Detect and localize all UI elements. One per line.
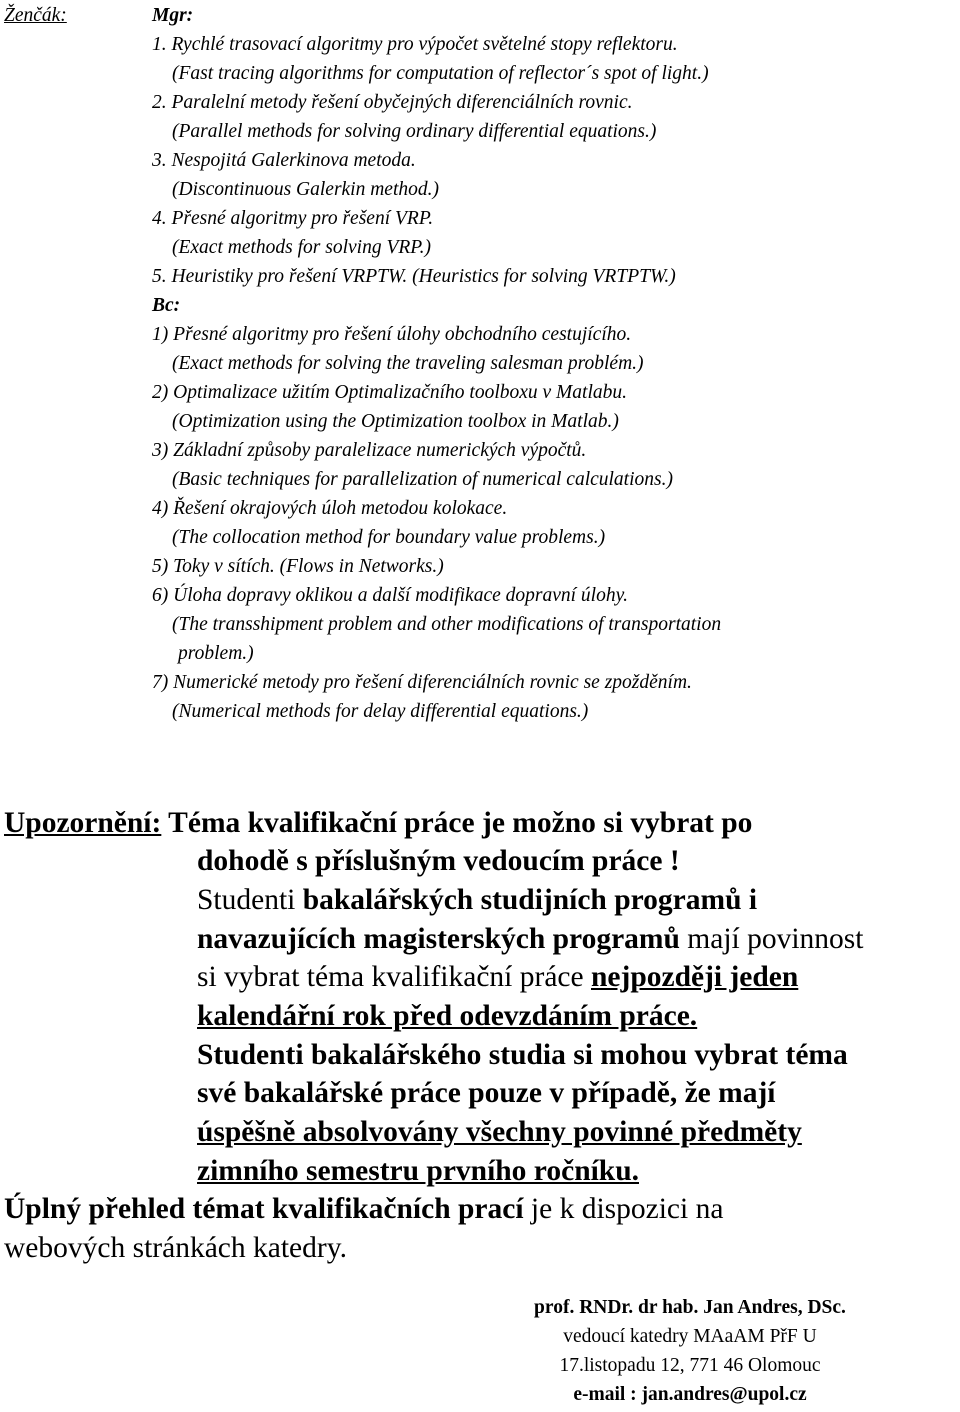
notice-text-4b: mají povinnost bbox=[679, 923, 864, 955]
signature-name: prof. RNDr. dr hab. Jan Andres, DSc. bbox=[534, 1297, 846, 1318]
mgr-heading: Mgr: bbox=[152, 5, 194, 26]
notice-text-1: Téma kvalifikační práce je možno si vybrat po bbox=[168, 807, 753, 839]
bc-item-4-en: (The collocation method for boundary value problems.) bbox=[172, 527, 606, 548]
bc-item-2-en: (Optimization using the Optimization toolbox in Matlab.) bbox=[172, 411, 619, 432]
notice-line-9: úspěšně absolvovány všechny povinné předměty bbox=[197, 1116, 802, 1148]
bc-item-5: 5) Toky v sítích. (Flows in Networks.) bbox=[152, 556, 444, 577]
bc-item-2: 2) Optimalizace užitím Optimalizačního toolboxu v Matlabu. bbox=[152, 382, 627, 403]
bc-item-3-en: (Basic techniques for parallelization of numerical calculations.) bbox=[172, 469, 673, 490]
notice-line-8: své bakalářské práce pouze v případě, že mají bbox=[197, 1077, 776, 1109]
overview-text-1a: Úplný přehled témat kvalifikačních prací bbox=[4, 1193, 524, 1225]
bc-item-4: 4) Řešení okrajových úloh metodou kolokace. bbox=[152, 498, 508, 519]
notice-text-3b: bakalářských studijních programů i bbox=[302, 884, 758, 916]
mgr-item-3-en: (Discontinuous Galerkin method.) bbox=[172, 179, 440, 200]
notice-line-10: zimního semestru prvního ročníku. bbox=[197, 1155, 639, 1187]
bc-item-6: 6) Úloha dopravy oklikou a další modifikace dopravní úlohy. bbox=[152, 585, 629, 606]
bc-item-3: 3) Základní způsoby paralelizace numerických výpočtů. bbox=[152, 440, 587, 461]
notice-line-1 bbox=[4, 804, 752, 843]
overview-text-1b: je k dispozici na bbox=[523, 1193, 724, 1225]
signature-address: 17.listopadu 12, 771 46 Olomouc bbox=[559, 1355, 821, 1376]
bc-item-1: 1) Přesné algoritmy pro řešení úlohy obchodního cestujícího. bbox=[152, 324, 632, 345]
notice-line-4 bbox=[197, 920, 863, 959]
bc-item-6-en: (The transshipment problem and other modifications of transportation bbox=[172, 614, 722, 635]
mgr-item-1-en: (Fast tracing algorithms for computation of reflector´s spot of light.) bbox=[172, 63, 709, 84]
mgr-item-2-en: (Parallel methods for solving ordinary differential equations.) bbox=[172, 121, 657, 142]
bc-item-1-en: (Exact methods for solving the traveling salesman problém.) bbox=[172, 353, 644, 374]
notice-line-6: kalendářní rok před odevzdáním práce. bbox=[197, 1000, 698, 1032]
signature-email: e-mail : jan.andres@upol.cz bbox=[573, 1384, 807, 1405]
mgr-item-1: 1. Rychlé trasovací algoritmy pro výpočet světelné stopy reflektoru. bbox=[152, 34, 678, 55]
bc-item-7-en: (Numerical methods for delay differential equations.) bbox=[172, 701, 589, 722]
mgr-item-3: 3. Nespojitá Galerkinova metoda. bbox=[152, 150, 416, 171]
notice-line-3 bbox=[197, 881, 757, 920]
mgr-item-2: 2. Paralelní metody řešení obyčejných diferenciálních rovnic. bbox=[152, 92, 633, 113]
overview-line-1 bbox=[4, 1190, 723, 1229]
notice-text-3a: Studenti bbox=[197, 884, 303, 916]
notice-text-5a: si vybrat téma kvalifikační práce bbox=[197, 961, 591, 993]
notice-text-5b: nejpozději jeden bbox=[591, 961, 799, 993]
author-name: Ženčák: bbox=[4, 5, 67, 26]
notice-line-2: dohodě s příslušným vedoucím práce ! bbox=[197, 845, 680, 877]
notice-label: Upozornění: bbox=[4, 807, 162, 839]
mgr-item-4-en: (Exact methods for solving VRP.) bbox=[172, 237, 432, 258]
signature-role: vedoucí katedry MAaAM PřF U bbox=[563, 1326, 817, 1347]
bc-heading: Bc: bbox=[152, 295, 181, 316]
notice-line-7: Studenti bakalářského studia si mohou vybrat téma bbox=[197, 1039, 848, 1071]
bc-item-7: 7) Numerické metody pro řešení diferenciálních rovnic se zpožděním. bbox=[152, 672, 692, 693]
mgr-item-5: 5. Heuristiky pro řešení VRPTW. (Heuristics for solving VRTPTW.) bbox=[152, 266, 676, 287]
mgr-item-4: 4. Přesné algoritmy pro řešení VRP. bbox=[152, 208, 434, 229]
notice-line-5 bbox=[197, 958, 798, 997]
notice-text-4a: navazujících magisterských programů bbox=[197, 923, 680, 955]
overview-line-2: webových stránkách katedry. bbox=[4, 1232, 347, 1264]
bc-item-6-en-cont: problem.) bbox=[178, 643, 254, 664]
